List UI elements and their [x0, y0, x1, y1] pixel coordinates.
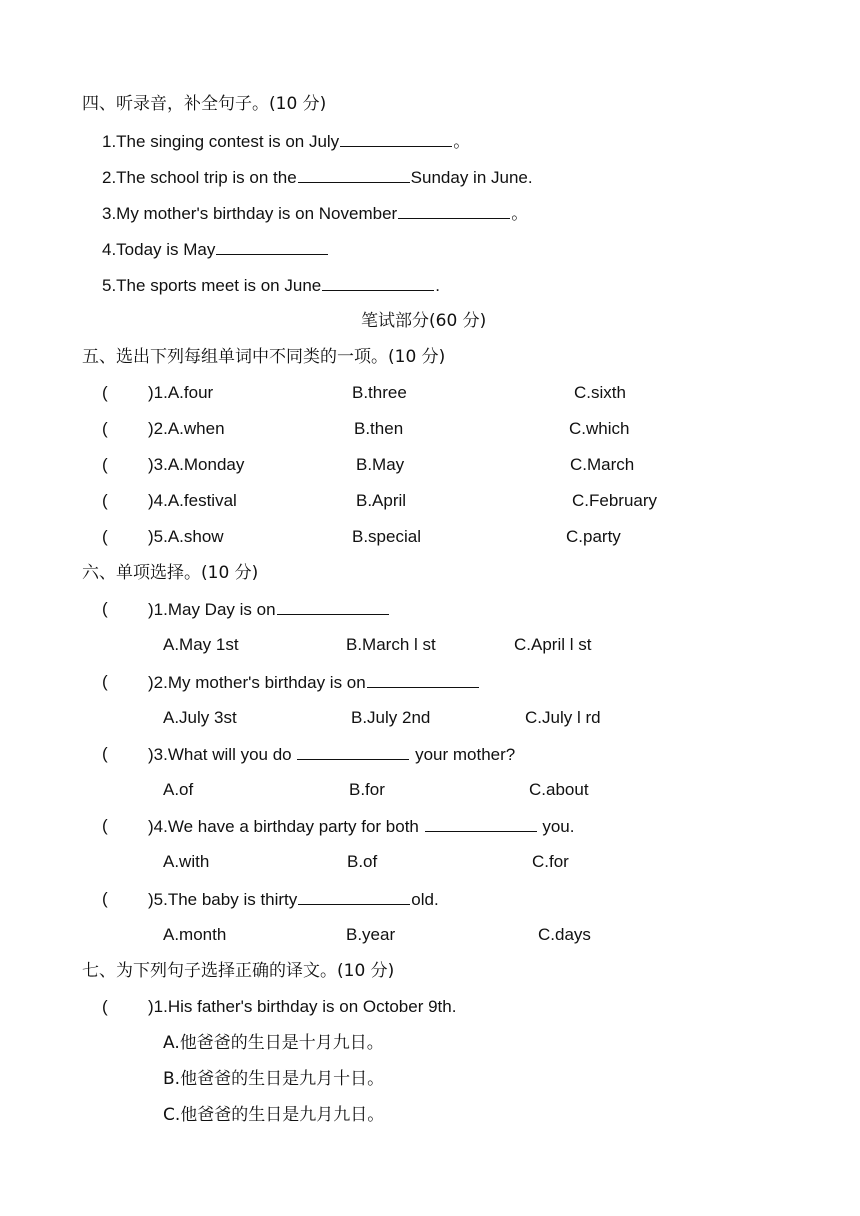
answer-blank[interactable] [425, 815, 537, 832]
answer-blank[interactable] [298, 888, 410, 905]
question-5 [148, 888, 439, 911]
option-c: C.他爸爸的生日是九月九日。 [163, 1105, 385, 1125]
written-part-title: 笔试部分(60 分) [361, 311, 487, 331]
section-7-title: 七、为下列句子选择正确的译文。(10 分) [82, 961, 395, 981]
answer-blank[interactable] [398, 202, 510, 219]
item-text-after: 。 [453, 132, 471, 151]
question-2 [148, 671, 480, 694]
option-b: B.for [349, 780, 385, 799]
option-a: A.July 3st [163, 708, 237, 727]
listening-item-4 [102, 238, 329, 261]
paren-open: ( [102, 672, 108, 691]
listening-item-1 [102, 130, 470, 153]
item-text-after: 。 [511, 204, 529, 223]
option-b: B.April [356, 491, 407, 510]
option-c: C.party [566, 527, 621, 546]
question-stem: )2.My mother's birthday is on [148, 673, 366, 692]
option-b: B.May [356, 455, 405, 474]
question-3 [148, 743, 515, 766]
listening-item-3 [102, 202, 528, 225]
answer-blank[interactable] [277, 598, 389, 615]
listening-item-5 [102, 274, 440, 297]
word-group-5: )5.A.show [148, 527, 224, 546]
paren-open: ( [102, 997, 108, 1016]
question-stem: )4.We have a birthday party for both [148, 817, 424, 836]
option-b: B.three [352, 383, 407, 402]
question-stem-after: old. [411, 890, 439, 909]
question-stem-after: you. [537, 817, 575, 836]
option-a: A.of [163, 780, 194, 799]
question-stem: )5.The baby is thirty [148, 890, 298, 909]
answer-blank[interactable] [298, 166, 410, 183]
item-text-after: Sunday in June. [410, 168, 533, 187]
answer-blank[interactable] [322, 274, 434, 291]
item-text: 2.The school trip is on the [102, 168, 297, 187]
option-b: B.of [347, 852, 378, 871]
answer-blank[interactable] [340, 130, 452, 147]
answer-blank[interactable] [297, 743, 409, 760]
section-5-title: 五、选出下列每组单词中不同类的一项。(10 分) [82, 347, 446, 367]
option-c: C.sixth [574, 383, 626, 402]
paren-open: ( [102, 383, 108, 402]
option-b: B.special [352, 527, 421, 546]
question-4 [148, 815, 574, 838]
option-c: C.about [529, 780, 589, 799]
option-b: B.他爸爸的生日是九月十日。 [163, 1069, 385, 1089]
option-a: A.May 1st [163, 635, 239, 654]
option-b: B.July 2nd [351, 708, 431, 727]
option-b: B.March l st [346, 635, 436, 654]
question-stem: )1.May Day is on [148, 600, 276, 619]
question-stem-after: your mother? [410, 745, 516, 764]
paren-open: ( [102, 599, 108, 618]
option-c: C.April l st [514, 635, 592, 654]
paren-open: ( [102, 889, 108, 908]
paren-open: ( [102, 744, 108, 763]
word-group-4: )4.A.festival [148, 491, 237, 510]
answer-blank[interactable] [367, 671, 479, 688]
option-a: A.month [163, 925, 227, 944]
option-c: C.July l rd [525, 708, 601, 727]
answer-blank[interactable] [216, 238, 328, 255]
paren-open: ( [102, 419, 108, 438]
option-c: C.March [570, 455, 635, 474]
option-b: B.year [346, 925, 396, 944]
section-4-title: 四、听录音，补全句子。(10 分) [82, 94, 327, 114]
item-text: 4.Today is May [102, 240, 216, 259]
option-c: C.which [569, 419, 630, 438]
question-1 [148, 598, 390, 621]
paren-open: ( [102, 527, 108, 546]
paren-open: ( [102, 455, 108, 474]
section-6-title: 六、单项选择。(10 分) [82, 563, 259, 583]
option-a: A.他爸爸的生日是十月九日。 [163, 1033, 384, 1053]
word-group-2: )2.A.when [148, 419, 225, 438]
question-stem: )3.What will you do [148, 745, 297, 764]
item-text: 3.My mother's birthday is on November [102, 204, 398, 223]
paren-open: ( [102, 491, 108, 510]
option-b: B.then [354, 419, 404, 438]
word-group-1: )1.A.four [148, 383, 214, 402]
option-a: A.with [163, 852, 210, 871]
item-text: 5.The sports meet is on June [102, 276, 322, 295]
item-text: 1.The singing contest is on July [102, 132, 340, 151]
translation-question-1: )1.His father's birthday is on October 9th. [148, 997, 457, 1016]
item-text-after: . [435, 276, 440, 295]
option-c: C.days [538, 925, 591, 944]
listening-item-2 [102, 166, 533, 189]
option-c: C.for [532, 852, 569, 871]
option-c: C.February [572, 491, 658, 510]
paren-open: ( [102, 816, 108, 835]
word-group-3: )3.A.Monday [148, 455, 245, 474]
